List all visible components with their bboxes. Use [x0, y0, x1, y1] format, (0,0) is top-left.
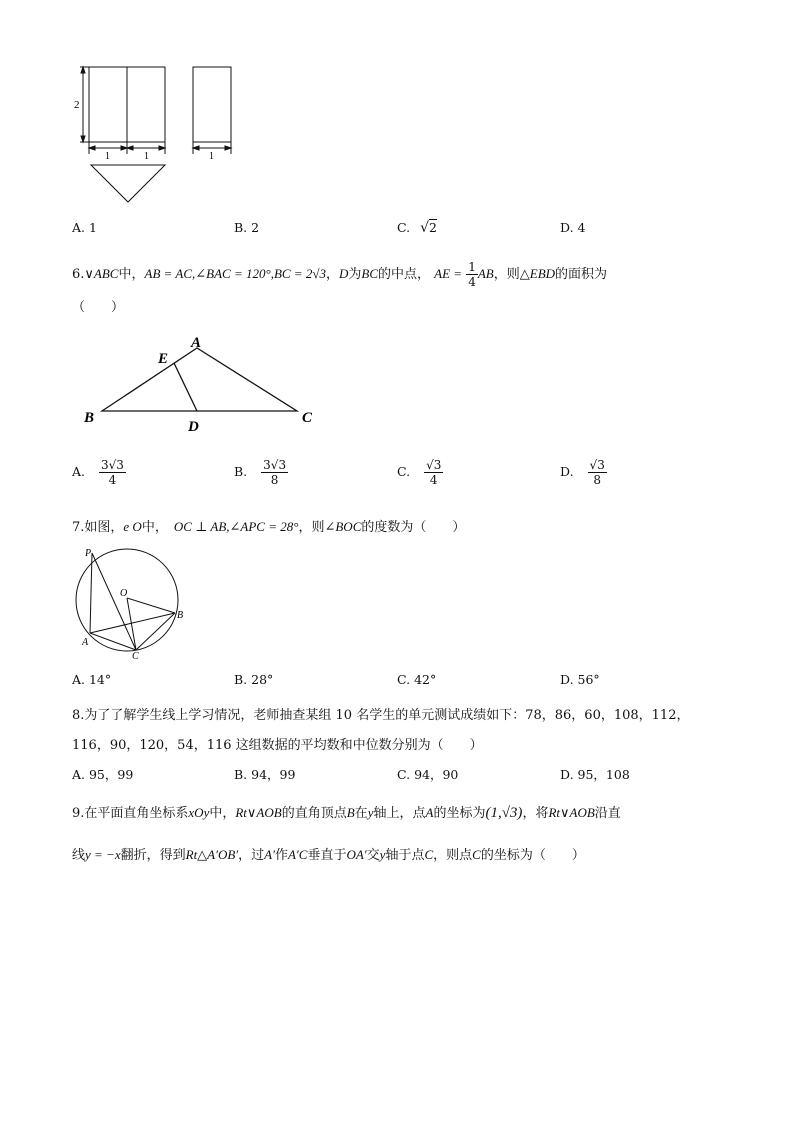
- three-view-figure: [72, 62, 242, 208]
- q8-option-d[interactable]: D. 95，108: [560, 767, 630, 782]
- stem-text: 的面积为: [555, 267, 608, 282]
- q5-option-b[interactable]: B. 2: [234, 220, 260, 235]
- q6-answer-paren: （ ）: [72, 300, 125, 315]
- label-b: B: [84, 410, 95, 426]
- coordinate: (1,√3): [485, 805, 523, 821]
- stem-text: 的度数为（ ）: [361, 520, 466, 535]
- sqrt-icon: √: [420, 220, 429, 236]
- dim-width-label: 1: [105, 151, 110, 162]
- stem-text: 的直角顶点: [281, 806, 347, 821]
- q6-option-b[interactable]: [234, 458, 288, 487]
- label-a: A: [82, 637, 89, 648]
- radicand: 2: [429, 220, 437, 235]
- stem-text: ，: [325, 267, 339, 282]
- point-b: B: [346, 805, 355, 820]
- ae-math: AE =: [434, 266, 463, 281]
- fraction-denominator: 8: [593, 473, 601, 487]
- line-equation: y = −x: [85, 847, 121, 862]
- label-o: O: [120, 588, 128, 599]
- dim-width-label: 1: [144, 151, 149, 162]
- triangle-symbol: ∨ABC: [84, 266, 119, 281]
- q7-option-b[interactable]: B. 28°: [234, 672, 274, 687]
- segment-oap: OA′: [346, 847, 367, 862]
- stem-text: 交: [366, 848, 380, 863]
- option-letter: D.: [560, 464, 574, 479]
- stem-text: 翻折，得到: [120, 848, 186, 863]
- stem-text: 中，: [141, 520, 168, 535]
- fraction-numerator: √3: [589, 458, 605, 472]
- stem-text: 在: [354, 806, 368, 821]
- fraction-denominator: 8: [270, 473, 279, 487]
- q7-option-d[interactable]: D. 56°: [560, 672, 600, 687]
- q7-stem: [72, 516, 465, 535]
- point-c: C: [472, 847, 481, 862]
- label-b: B: [177, 610, 184, 621]
- q6-option-d[interactable]: [560, 458, 607, 487]
- triangle-figure: [80, 330, 320, 435]
- stem-text: 9.在平面直角坐标系: [72, 806, 189, 821]
- triangle-aob-prime: Rt△A′OB′: [185, 847, 239, 862]
- fraction: [588, 458, 607, 487]
- option-letter: C.: [397, 464, 411, 479]
- fraction: [466, 260, 478, 289]
- segment-apc: A′C: [287, 847, 308, 862]
- q5-option-c[interactable]: [397, 220, 437, 236]
- dim-width-label: 1: [209, 151, 214, 162]
- angle-boc: BOC: [335, 519, 362, 534]
- q7-option-a[interactable]: A. 14°: [72, 672, 112, 687]
- fraction: [424, 458, 443, 487]
- fraction-numerator: 1: [468, 260, 476, 274]
- q8-option-b[interactable]: B. 94，99: [234, 767, 296, 782]
- option-letter: A.: [72, 464, 86, 479]
- stem-text: 作: [274, 848, 288, 863]
- stem-text: ，将: [522, 806, 549, 821]
- stem-text: ，过: [238, 848, 265, 863]
- q9-stem-line2: [72, 844, 585, 863]
- stem-text: 轴上，点: [373, 806, 426, 821]
- triangle-aob: Rt∨AOB: [235, 805, 282, 820]
- stem-text: 为: [348, 267, 362, 282]
- stem-text: 中，: [118, 267, 145, 282]
- condition-math: OC ⊥ AB,∠APC = 28°: [173, 519, 299, 534]
- q8-stem-line2: 116，90，120，54，116 这组数据的平均数和中位数分别为（ ）: [72, 738, 483, 753]
- stem-text: 垂直于: [307, 848, 347, 863]
- fraction-denominator: 4: [429, 473, 438, 487]
- label-p: P: [85, 548, 92, 559]
- point-a: A: [425, 805, 434, 820]
- option-letter: B.: [234, 464, 248, 479]
- stem-text: 的中点，: [378, 267, 431, 282]
- q7-number: 7.如图，: [72, 520, 124, 535]
- fraction-denominator: 4: [468, 275, 476, 289]
- stem-text: ，则△: [493, 267, 530, 282]
- stem-text: ，则∠: [298, 520, 336, 535]
- point-a-prime: A′: [264, 847, 275, 862]
- fraction: [261, 458, 288, 487]
- point-d: D: [338, 266, 349, 281]
- stem-text: 线: [72, 848, 86, 863]
- q7-option-c[interactable]: C. 42°: [397, 672, 437, 687]
- segment-bc: BC: [361, 266, 379, 281]
- fraction-numerator: √3: [426, 458, 442, 472]
- q6-option-a[interactable]: [72, 458, 126, 487]
- fraction-numerator: 3√3: [101, 458, 124, 472]
- label-c: C: [302, 410, 313, 426]
- option-letter: C.: [397, 220, 411, 235]
- stem-text: 的坐标为: [433, 806, 486, 821]
- axis-y: y: [367, 805, 374, 820]
- q5-option-d[interactable]: D. 4: [560, 220, 586, 235]
- top-view: [91, 165, 165, 202]
- condition-math: AB = AC,∠BAC = 120°,BC = 2√3: [144, 266, 326, 281]
- stem-text: 中，: [209, 806, 236, 821]
- coord-system: xOy: [188, 805, 210, 820]
- q6-number: 6.: [72, 267, 85, 282]
- triangle-aob: Rt∨AOB: [548, 805, 595, 820]
- point-c: C: [424, 847, 434, 862]
- q8-option-c[interactable]: C. 94，90: [397, 767, 459, 782]
- q8-option-a[interactable]: A. 95，99: [72, 767, 134, 782]
- segment-ab: AB: [477, 266, 494, 281]
- q8-stem-line1: 8.为了了解学生线上学习情况，老师抽查某组 10 名学生的单元测试成绩如下：78，86，60，108，112，: [72, 708, 690, 723]
- stem-text: ，则点: [433, 848, 473, 863]
- stem-text: 的坐标为（ ）: [480, 848, 585, 863]
- dim-height-label: 2: [74, 99, 80, 111]
- label-e: E: [158, 351, 169, 367]
- label-d: D: [188, 419, 199, 435]
- fraction-numerator: 3√3: [263, 458, 287, 472]
- q6-stem: [72, 260, 607, 289]
- triangle-ebd: EBD: [529, 266, 556, 281]
- side-view: [193, 67, 231, 142]
- axis-y: y: [379, 847, 386, 862]
- q5-option-a[interactable]: A. 1: [72, 220, 97, 235]
- circle-symbol: e O: [123, 519, 142, 534]
- stem-text: 沿直: [594, 806, 621, 821]
- fraction: [99, 458, 126, 487]
- label-a: A: [191, 335, 202, 351]
- fraction-denominator: 4: [108, 473, 117, 487]
- q6-option-c[interactable]: [397, 458, 443, 487]
- label-c: C: [132, 651, 139, 660]
- q9-stem-line1: [72, 802, 621, 822]
- circle-figure: [72, 545, 192, 660]
- stem-text: 轴于点: [385, 848, 425, 863]
